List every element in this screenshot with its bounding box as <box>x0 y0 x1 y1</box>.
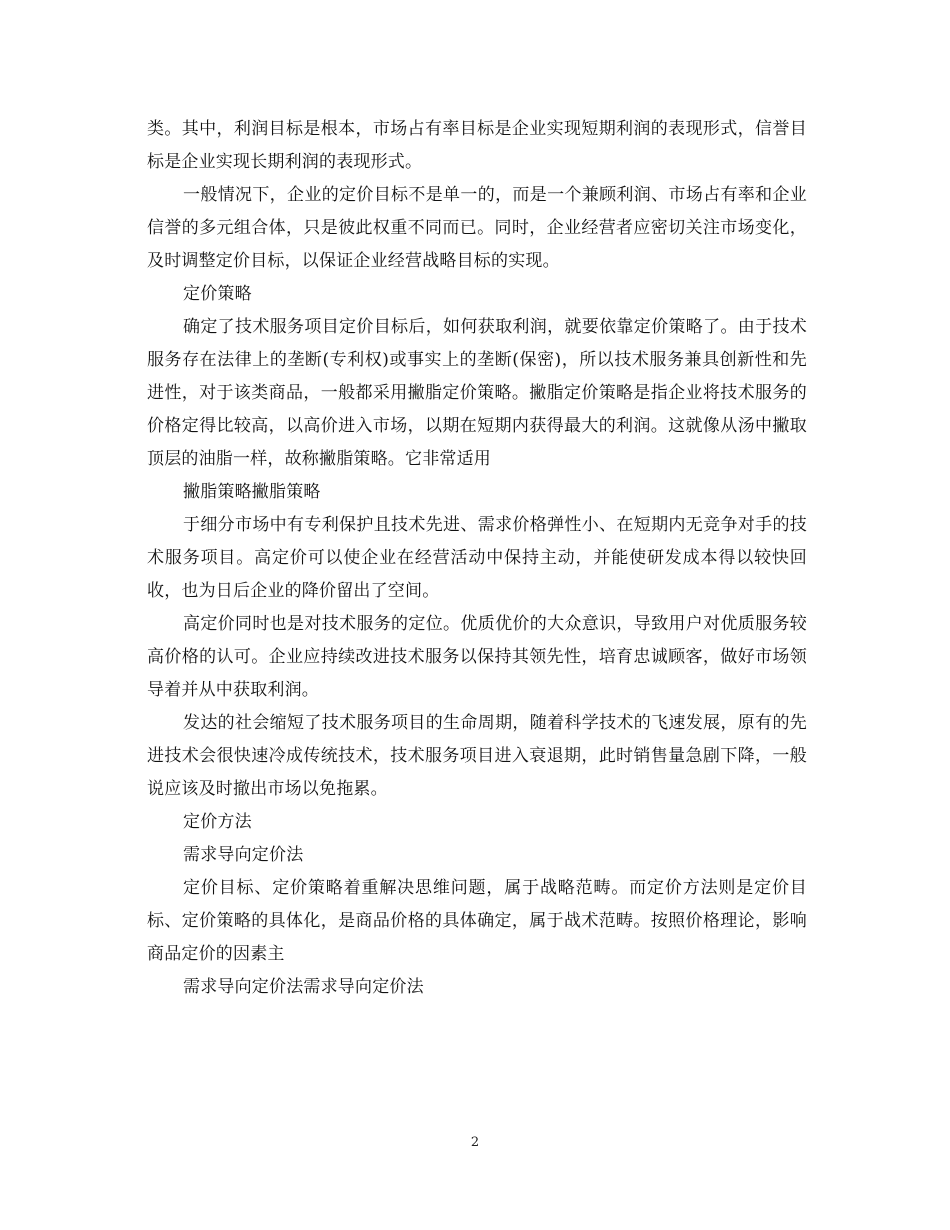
section-heading-pricing-strategy: 定价策略 <box>183 284 252 304</box>
paragraph-11: 定价目标、定价策略着重解决思维问题，属于战略范畴。而定价方法则是定价目标、定价策略的具体化，是商品价格的具体确定，属于战术范畴。按照价格理论，影响商品定价的因素主 <box>147 878 807 964</box>
section-heading-demand-oriented: 需求导向定价法 <box>183 845 304 865</box>
page-number: 2 <box>470 1135 480 1150</box>
paragraph-2: 一般情况下，企业的定价目标不是单一的，而是一个兼顾利润、市场占有率和企业信誉的多元组合体，只是彼此权重不同而已。同时，企业经营者应密切关注市场变化，及时调整定价目标，以保证企业经营战略目标的实现。 <box>147 185 807 271</box>
document-body <box>147 113 807 1004</box>
paragraph-7: 高定价同时也是对技术服务的定位。优质优价的大众意识，导致用户对优质服务较高价格的认可。企业应持续改进技术服务以保持其领先性，培育忠诚顾客，做好市场领导着并从中获取利润。 <box>147 614 807 700</box>
paragraph-4: 确定了技术服务项目定价目标后，如何获取利润，就要依靠定价策略了。由于技术服务存在法律上的垄断(专利权)或事实上的垄断(保密)，所以技术服务兼具创新性和先进性，对于该类商品，一般都采用撇脂定价策略。撇脂定价策略是指企业将技术服务的价格定得比较高，以高价进入市场，以期在短期内获得最大的利润。这就像从汤中撇取顶层的油脂一样，故称撇脂策略。它非常适用 <box>147 317 807 469</box>
paragraph-8: 发达的社会缩短了技术服务项目的生命周期，随着科学技术的飞速发展，原有的先进技术会很快速冷成传统技术，技术服务项目进入衰退期，此时销售量急剧下降，一般说应该及时撤出市场以免拖累。 <box>147 713 807 799</box>
section-heading-demand-oriented-repeat: 需求导向定价法需求导向定价法 <box>183 977 424 997</box>
section-heading-pricing-methods: 定价方法 <box>183 812 252 832</box>
section-heading-skimming-strategy: 撇脂策略撇脂策略 <box>183 482 321 502</box>
paragraph-6: 于细分市场中有专利保护且技术先进、需求价格弹性小、在短期内无竞争对手的技术服务项目。高定价可以使企业在经营活动中保持主动，并能使研发成本得以较快回收，也为日后企业的降价留出了空间。 <box>147 515 807 601</box>
paragraph-1: 类。其中，利润目标是根本，市场占有率目标是企业实现短期利润的表现形式，信誉目标是企业实现长期利润的表现形式。 <box>147 119 807 172</box>
